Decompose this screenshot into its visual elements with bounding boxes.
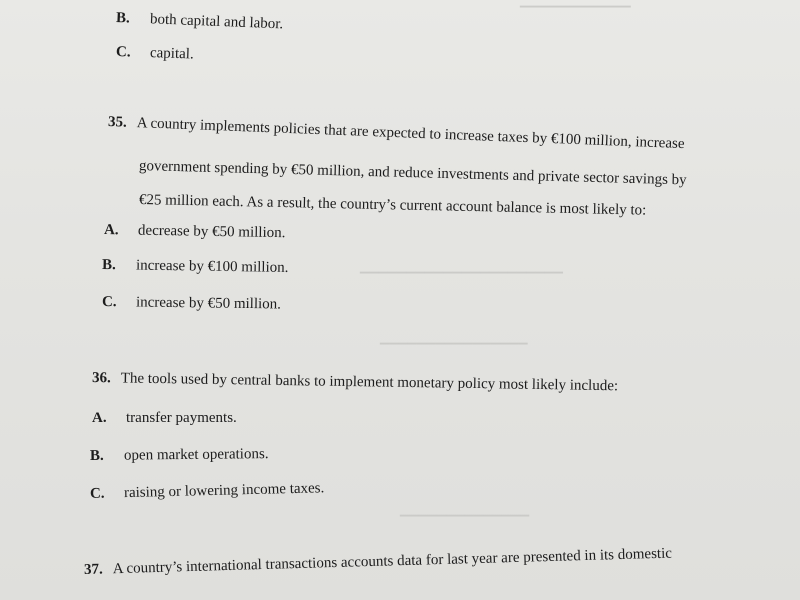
question-text: The tools used by central banks to implement monetary policy most likely include: bbox=[120, 370, 619, 395]
option-letter: C. bbox=[89, 485, 105, 502]
question-35-line-1 bbox=[108, 114, 685, 153]
option-text: both capital and labor. bbox=[149, 11, 284, 33]
option-row bbox=[116, 10, 284, 33]
option-letter: C. bbox=[115, 44, 131, 61]
option-text: decrease by €50 million. bbox=[137, 222, 286, 242]
option-row bbox=[92, 410, 237, 427]
option-letter: A. bbox=[92, 410, 107, 426]
option-row bbox=[90, 446, 269, 465]
bleed-through-text: ▔▔▔▔▔▔▔▔▔▔▔▔ bbox=[520, 6, 631, 20]
question-37-line-1 bbox=[84, 546, 672, 579]
option-row bbox=[102, 294, 281, 313]
question-number: 36. bbox=[91, 370, 111, 387]
option-text: increase by €100 million. bbox=[135, 257, 289, 276]
bleed-through-text: ▔▔▔▔▔▔▔▔▔▔▔▔▔▔▔▔▔▔▔▔▔▔ bbox=[360, 272, 564, 286]
question-text: government spending by €50 million, and reduce investments and private sector savings by bbox=[138, 158, 687, 189]
option-row bbox=[102, 257, 289, 277]
option-text: open market operations. bbox=[123, 446, 269, 464]
question-text: A country’s international transactions accounts data for last year are presented in its domestic bbox=[112, 545, 673, 578]
question-number: 37. bbox=[83, 561, 103, 578]
option-letter: C. bbox=[101, 294, 117, 311]
option-letter: B. bbox=[101, 257, 116, 274]
option-text: increase by €50 million. bbox=[135, 294, 282, 313]
option-letter: A. bbox=[103, 222, 119, 239]
question-35-line-2 bbox=[139, 158, 687, 189]
question-36-line-1 bbox=[92, 370, 618, 395]
option-text: raising or lowering income taxes. bbox=[123, 480, 325, 502]
option-row bbox=[104, 222, 286, 242]
question-text: A country implements policies that are expected to increase taxes by €100 million, increase bbox=[136, 115, 685, 153]
option-row bbox=[90, 480, 325, 503]
question-text: €25 million each. As a result, the country’s current account balance is most likely to: bbox=[138, 192, 647, 219]
option-text: capital. bbox=[149, 45, 194, 63]
option-text: transfer payments. bbox=[126, 410, 237, 426]
question-35-line-3 bbox=[139, 192, 647, 220]
bleed-through-text: ▔▔▔▔▔▔▔▔▔▔▔▔▔▔ bbox=[400, 515, 530, 529]
bleed-through-text: ▔▔▔▔▔▔▔▔▔▔▔▔▔▔▔▔ bbox=[380, 343, 528, 357]
option-letter: B. bbox=[115, 10, 131, 27]
question-number: 35. bbox=[107, 114, 128, 131]
option-letter: B. bbox=[89, 447, 104, 464]
option-row bbox=[116, 44, 194, 63]
